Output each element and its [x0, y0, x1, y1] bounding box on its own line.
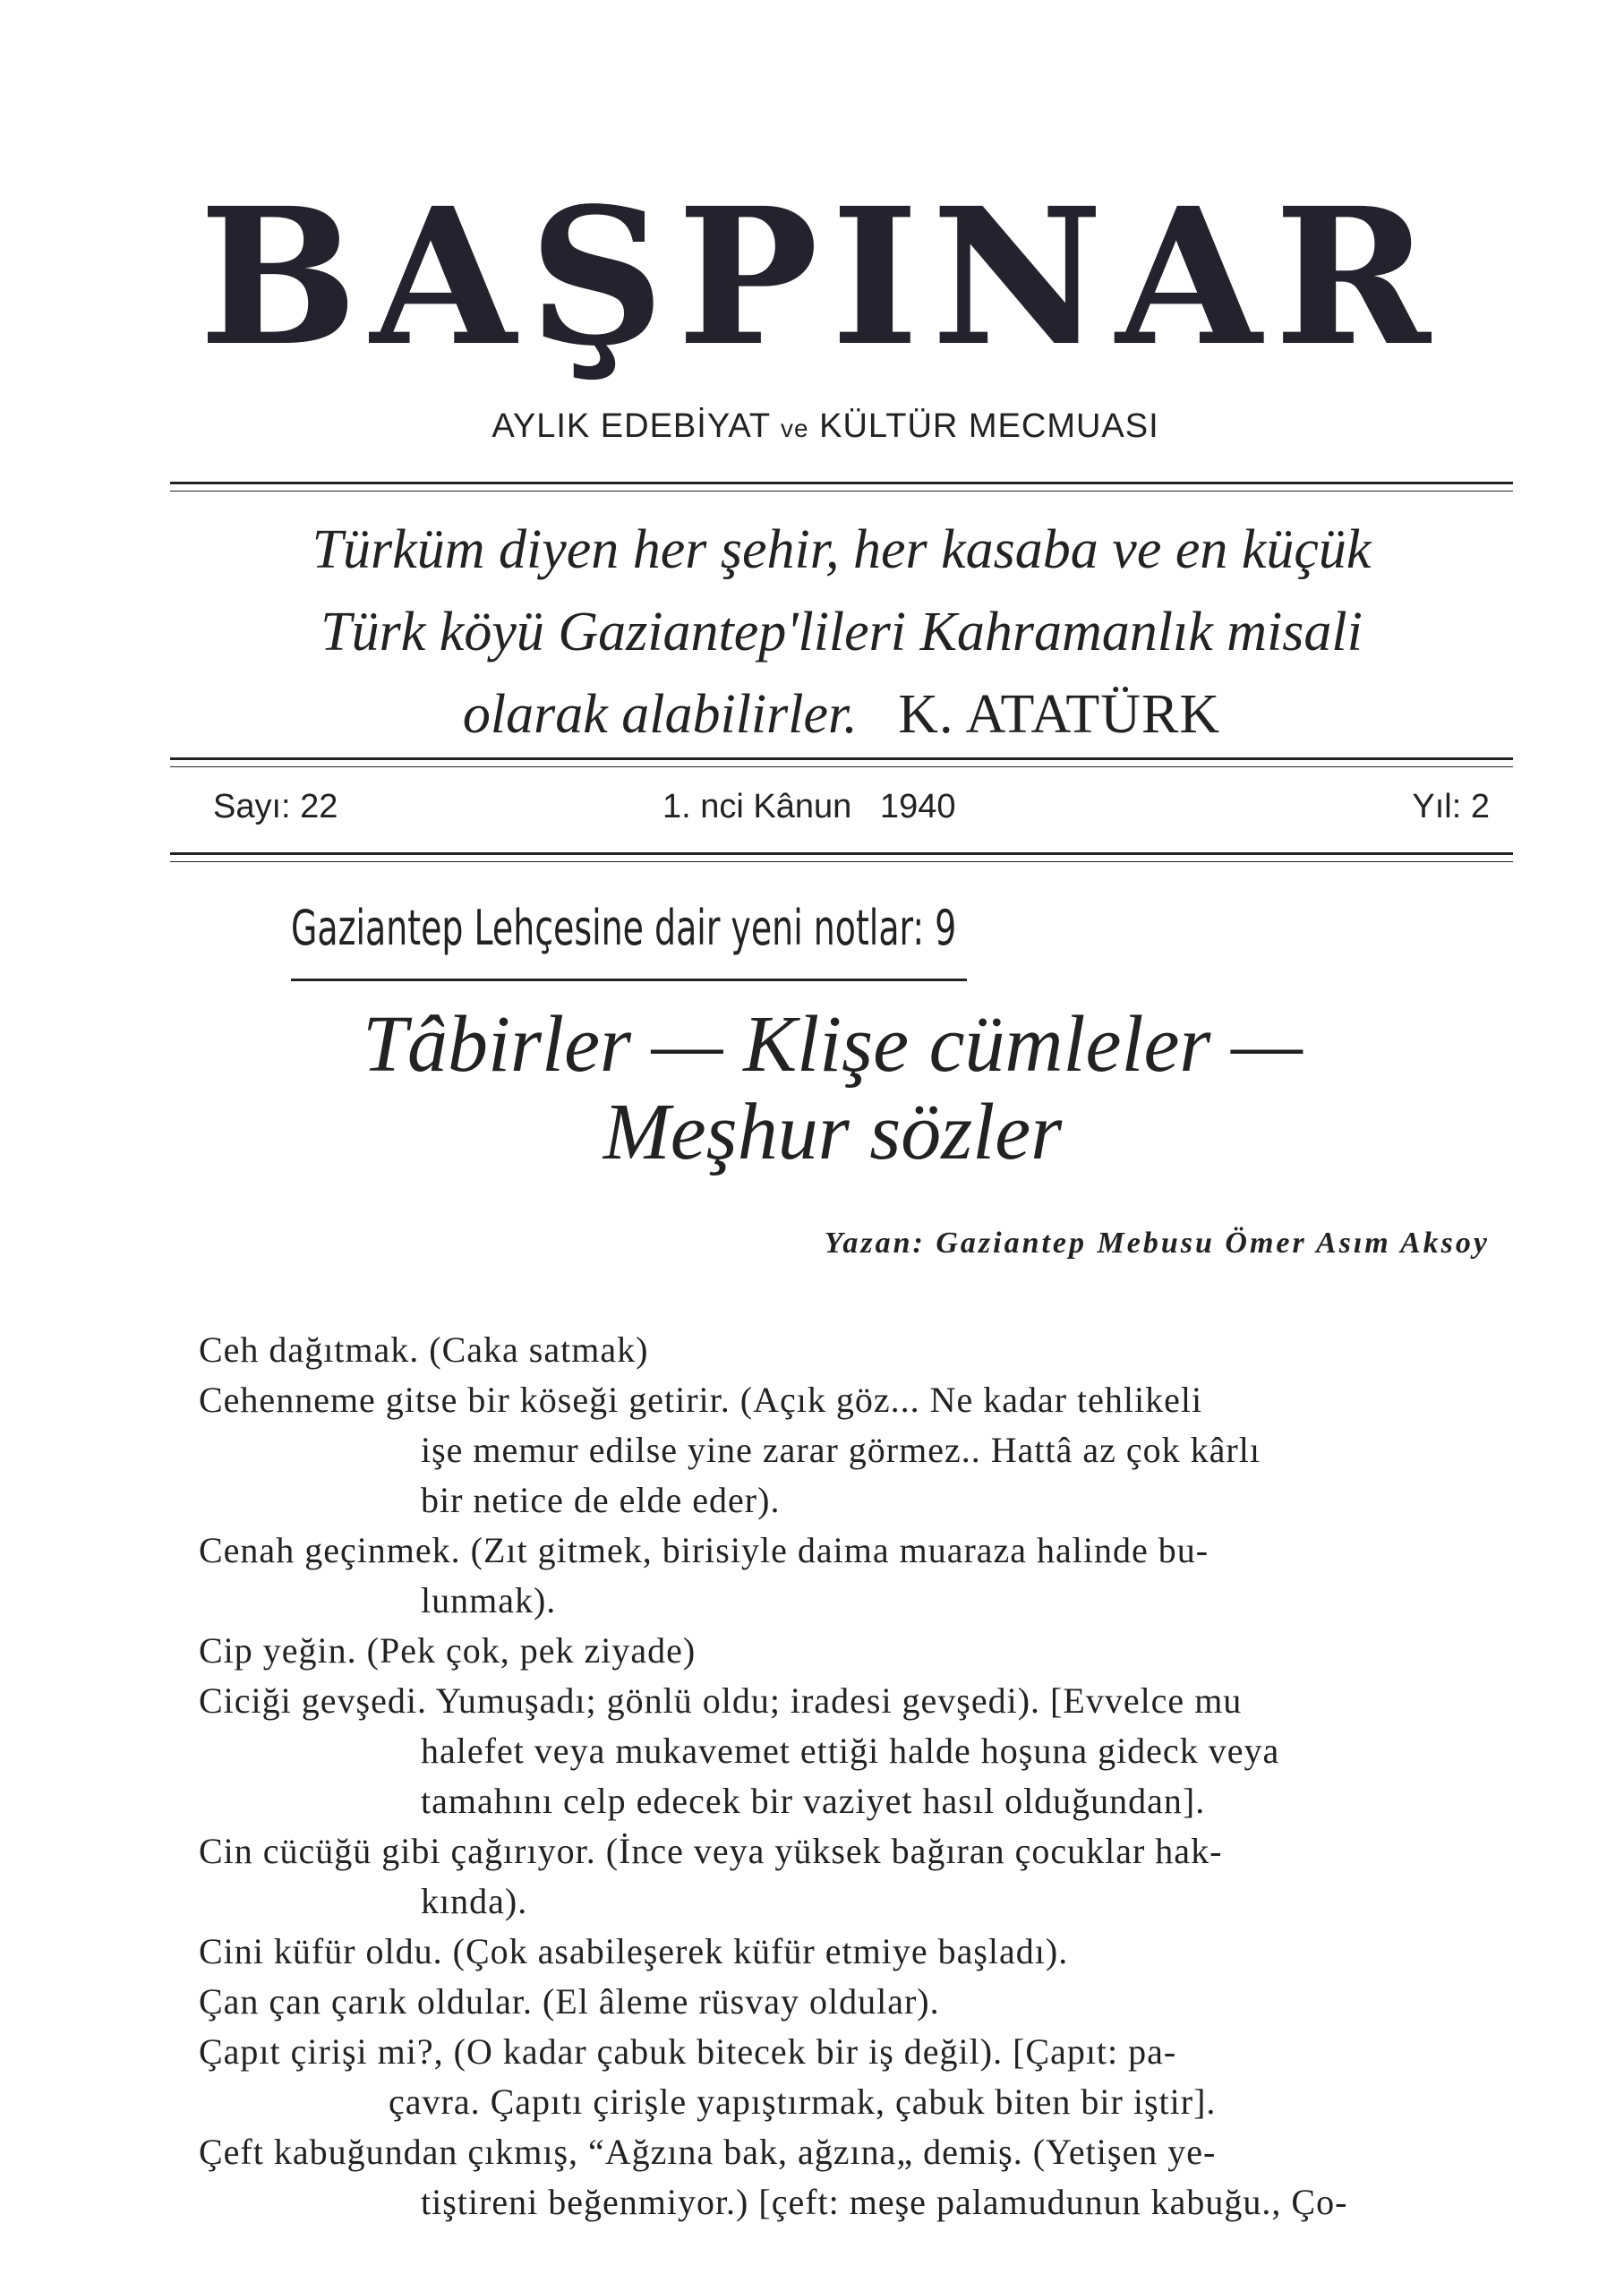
subtitle-ve: ve: [780, 415, 809, 442]
article-byline: Yazan: Gaziantep Mebusu Ömer Asım Aksoy: [824, 1227, 1490, 1260]
entry-line: Cip yeğin. (Pek çok, pek ziyade): [199, 1630, 697, 1671]
entry-line: tiştireni beğenmiyor.) [çeft: meşe palamudunun kabuğu., Ço-: [421, 2182, 1348, 2222]
list-item: [199, 2027, 1488, 2127]
entry-line: Çan çan çarık oldular. (El âleme rüsvay oldular).: [199, 1981, 940, 2022]
list-item: [199, 1325, 1488, 1375]
top-rule-thin: [170, 491, 1513, 492]
issue-rule-bottom-thin: [170, 861, 1513, 862]
issue-rule-top-thin: [170, 766, 1513, 767]
top-rule-thick: [170, 482, 1513, 484]
entry-line: lunmak).: [421, 1580, 557, 1620]
issue-rule-bottom-thick: [170, 852, 1513, 855]
entry-line: Cenah geçinmek. (Zıt gitmek, birisiyle daima muaraza halinde bu-: [199, 1530, 1209, 1570]
quote-line-2: Türk köyü Gaziantep'lileri Kahramanlık misali: [321, 602, 1363, 663]
entry-line: halefet veya mukavemet ettiği halde hoşuna gideck veya: [421, 1731, 1280, 1771]
article-title: [161, 1001, 1504, 1176]
magazine-title: BAŞPINAR: [199, 167, 1443, 388]
quote-line-1: Türküm diyen her şehir, her kasaba ve en küçük: [312, 519, 1372, 580]
list-item: [199, 1826, 1488, 1927]
list-item: [199, 1927, 1488, 1977]
list-item: [199, 2127, 1488, 2227]
list-item: [199, 1977, 1488, 2027]
subtitle-part1: AYLIK EDEBİYAT: [491, 407, 771, 445]
issue-year: Yıl: 2: [1412, 788, 1490, 825]
quote-line-3: [170, 673, 1513, 756]
entry-line: tamahını celp edecek bir vaziyet hasıl olduğundan].: [421, 1781, 1206, 1821]
entry-line: Ciciği gevşedi. Yumuşadı; gönlü oldu; iradesi gevşedi). [Evvelce mu: [199, 1680, 1243, 1721]
entry-line: işe memur edilse yine zarar görmez.. Hattâ az çok kârlı: [421, 1430, 1261, 1470]
entry-line: çavra. Çapıtı çirişle yapıştırmak, çabuk biten bir iştir].: [389, 2082, 1217, 2122]
issue-rule-top-thick: [170, 757, 1513, 760]
entry-line: Cehenneme gitse bir köseği getirir. (Açık göz... Ne kadar tehlikeli: [199, 1380, 1203, 1420]
issue-number: Sayı: 22: [213, 788, 338, 825]
article-series: Gaziantep Lehçesine dair yeni notlar: 9: [291, 900, 957, 956]
entry-line: kında).: [421, 1881, 528, 1921]
quote-line-3-text: olarak alabilirler.: [462, 684, 858, 745]
entry-line: Çapıt çirişi mi?, (O kadar çabuk bitecek bir iş değil). [Çapıt: pa-: [199, 2031, 1177, 2072]
subtitle-part2: KÜLTÜR MECMUASI: [819, 407, 1159, 445]
entry-line: Çeft kabuğundan çıkmış, “Ağzına bak, ağzına„ demiş. (Yetişen ye-: [199, 2132, 1217, 2172]
list-item: [199, 1676, 1488, 1826]
entry-line: bir netice de elde eder).: [421, 1480, 781, 1520]
magazine-subtitle: [0, 407, 1624, 446]
article-title-line-2: Meşhur sözler: [603, 1088, 1063, 1176]
entry-list: [199, 1325, 1488, 2227]
ataturk-quote: [170, 509, 1513, 756]
list-item: [199, 1526, 1488, 1626]
article-title-line-1: Tâbirler — Klişe cümleler —: [363, 1000, 1303, 1089]
list-item: [199, 1626, 1488, 1676]
issue-date: 1. nci Kânun 1940: [662, 788, 956, 825]
quote-author: K. ATATÜRK: [898, 684, 1221, 745]
entry-line: Cini küfür oldu. (Çok asabileşerek küfür etmiye başladı).: [199, 1931, 1069, 1971]
entry-line: Cin cücüğü gibi çağırıyor. (İnce veya yüksek bağıran çocuklar hak-: [199, 1831, 1223, 1871]
series-underline: [291, 979, 967, 981]
list-item: [199, 1375, 1488, 1526]
entry-line: Ceh dağıtmak. (Caka satmak): [199, 1329, 649, 1370]
